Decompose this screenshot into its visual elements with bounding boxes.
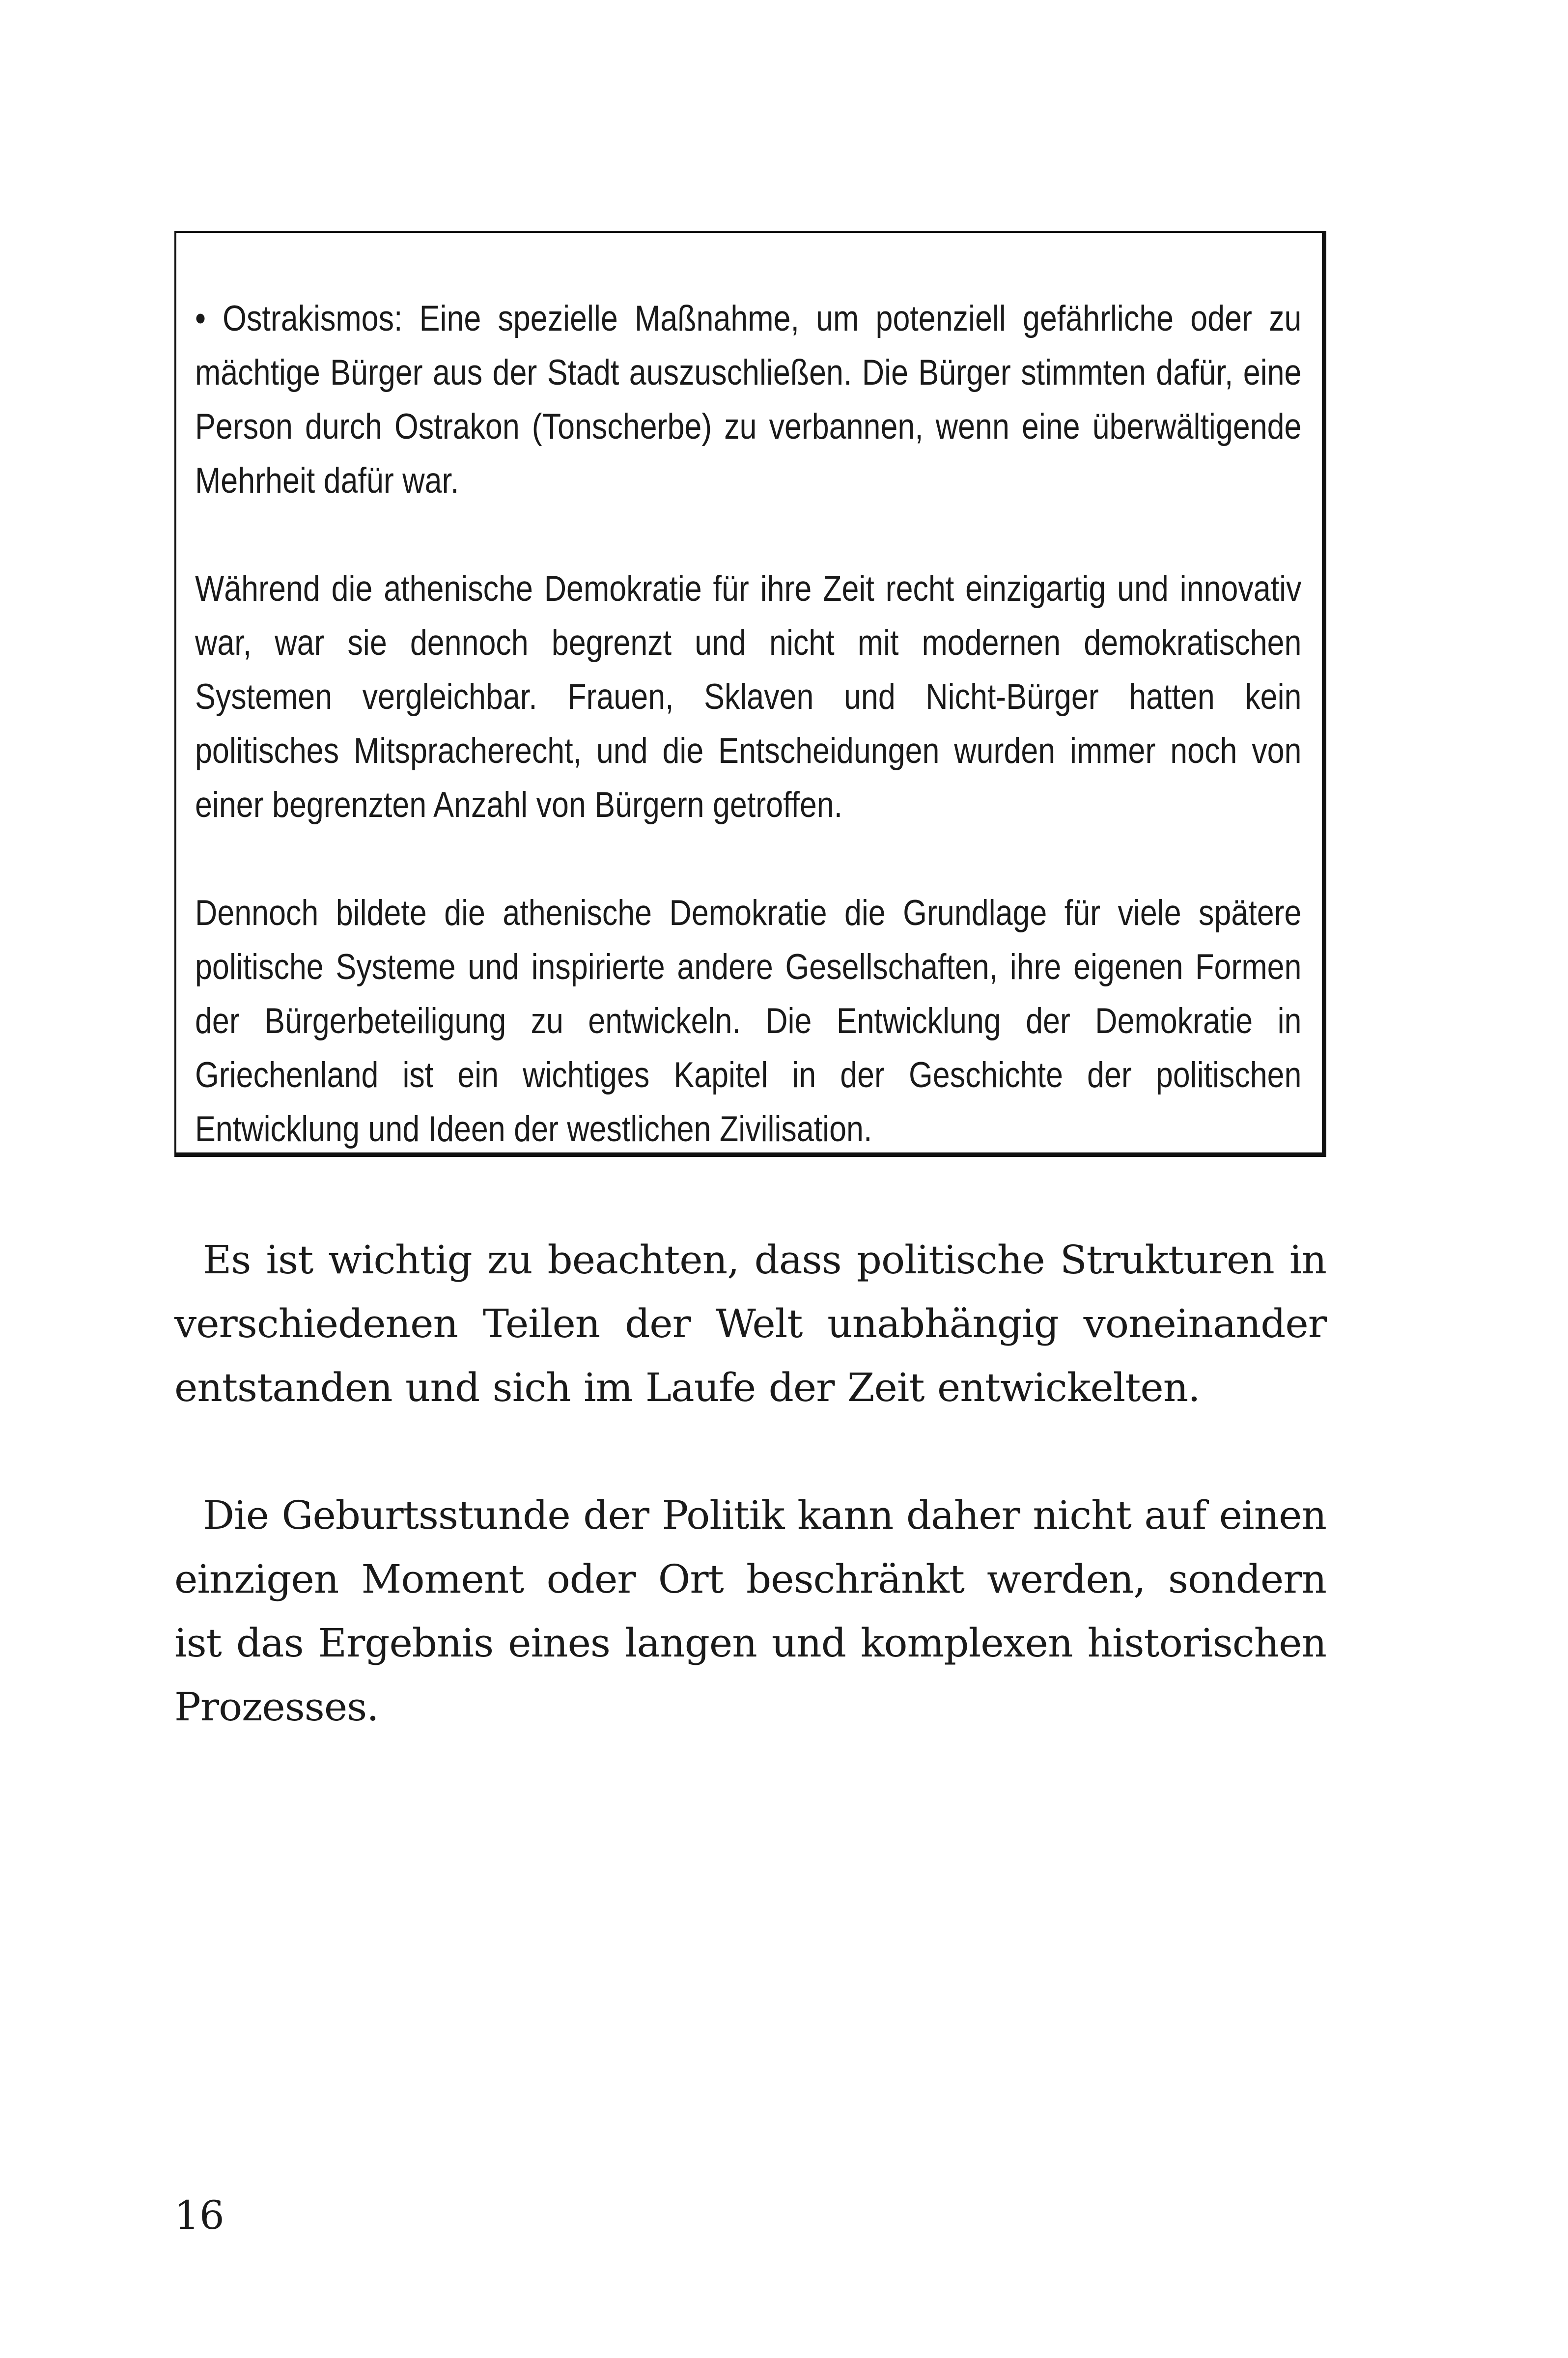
box-paragraph-athenian-democracy-legacy: Dennoch bildete die athenische Demokratie die Grundlage für viele spätere politische Systeme und inspirierte andere Gesellschaften, ihre eigenen Formen der Bürgerbeteiligung zu entwickeln. Die Entwicklung der Demokratie in Griechenland ist ein wichtiges Kapitel in der Geschichte der politischen Entwicklung und Ideen der westlichen Zivilisation.	[195, 893, 1302, 1149]
box-paragraph-ostrakismos: • Ostrakismos: Eine spezielle Maßnahme, um potenziell gefährliche oder zu mächtige Bürger aus der Stadt auszuschließen. Die Bürger stimmten dafür, eine Person durch Ostrakon (Tonscherbe) zu verbannen, wenn eine überwältigende Mehrheit dafür war.	[195, 299, 1302, 501]
body-paragraph-political-structures: Es ist wichtig zu beachten, dass politische Strukturen in verschiedenen Teilen der Welt unabhängig voneinander entstanden und sich im Laufe der Zeit entwickelten.	[174, 1237, 1326, 1410]
body-paragraph-birth-of-politics: Die Geburtsstunde der Politik kann daher nicht auf einen einzigen Moment oder Ort beschränkt werden, sondern ist das Ergebnis eines langen und komplexen historischen Prozesses.	[174, 1492, 1326, 1730]
box-paragraph-athenian-democracy-limits: Während die athenische Demokratie für ihre Zeit recht einzigartig und innovativ war, war sie dennoch begrenzt und nicht mit modernen demokratischen Systemen vergleichbar. Frauen, Sklaven und Nicht-Bürger hatten kein politisches Mitspracherecht, und die Entscheidungen wurden immer noch von einer begrenzten Anzahl von Bürgern getroffen.	[195, 569, 1302, 825]
page-number: 16	[174, 2192, 224, 2238]
framed-text-box	[174, 231, 1326, 1157]
